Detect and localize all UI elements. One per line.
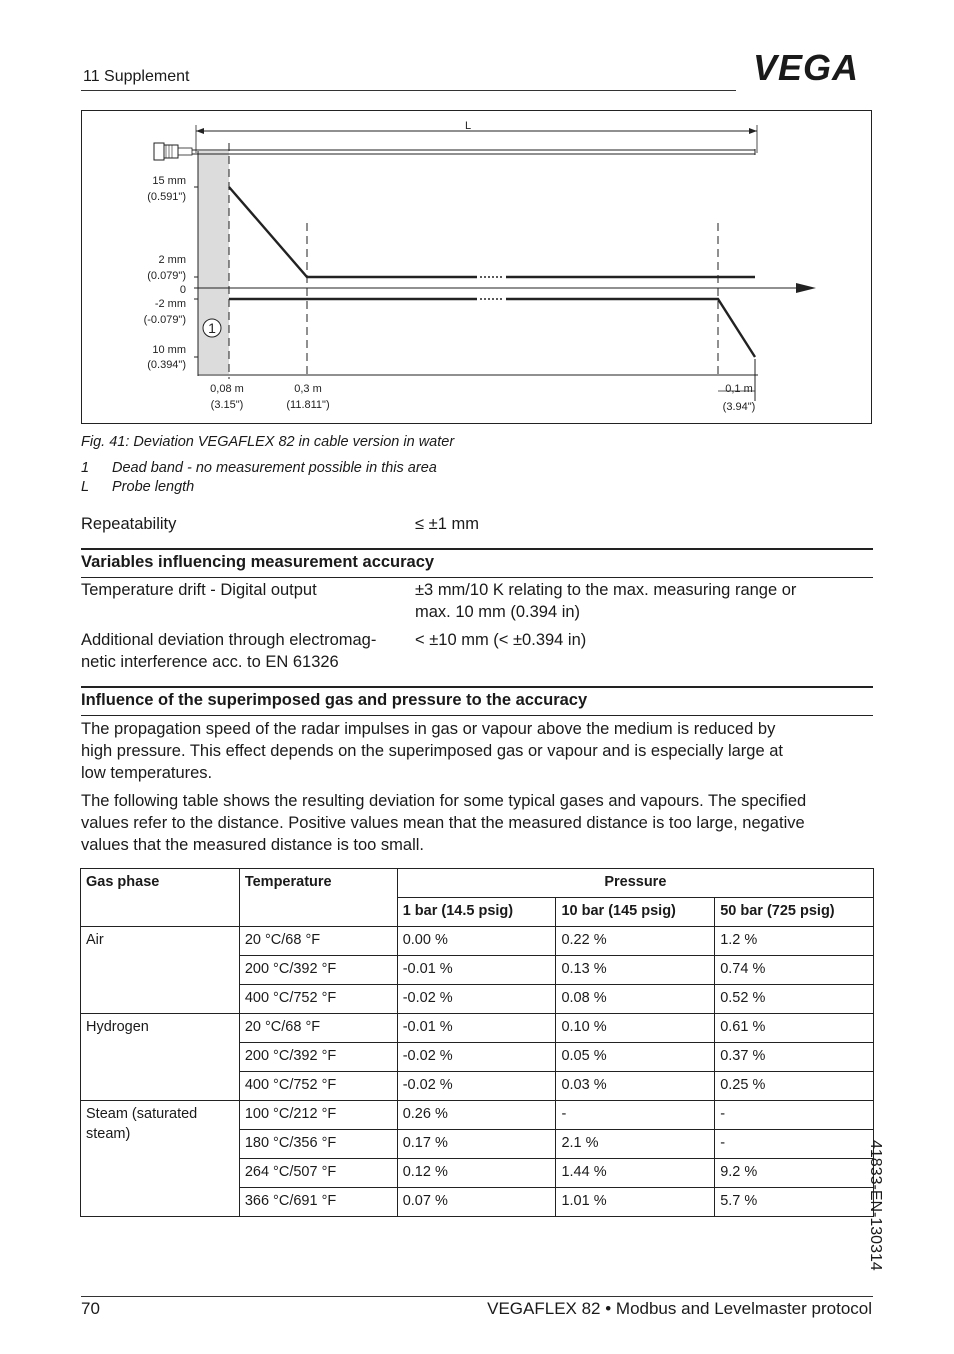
header-rule bbox=[81, 90, 736, 91]
header-1bar: 1 bar (14.5 psig) bbox=[397, 898, 556, 927]
p2-cell: 1.44 % bbox=[556, 1159, 715, 1188]
header-10bar: 10 bar (145 psig) bbox=[556, 898, 715, 927]
legend-text: Probe length bbox=[112, 479, 195, 495]
x-label-03: 0,3 m bbox=[294, 383, 322, 395]
p2-cell: - bbox=[556, 1101, 715, 1130]
series-upper-limit bbox=[229, 187, 477, 277]
p2-cell: 0.13 % bbox=[556, 956, 715, 985]
vega-logo-text: VEGA bbox=[752, 52, 860, 82]
p3-cell: 0.52 % bbox=[715, 985, 874, 1014]
p2-cell: 0.05 % bbox=[556, 1043, 715, 1072]
p2-cell: 2.1 % bbox=[556, 1130, 715, 1159]
temp-cell: 264 °C/507 °F bbox=[239, 1159, 397, 1188]
y-label-15mm-in: (0.591") bbox=[147, 191, 186, 203]
x-label-03-in: (11.811") bbox=[286, 399, 330, 411]
temp-cell: 20 °C/68 °F bbox=[239, 927, 397, 956]
header-gas-phase: Gas phase bbox=[81, 869, 240, 927]
gas-cell: Air bbox=[81, 927, 240, 1014]
emc-deviation-label-line2: netic interference acc. to EN 61326 bbox=[81, 653, 339, 671]
page-number: 70 bbox=[81, 1299, 100, 1318]
temperature-drift-label: Temperature drift - Digital output bbox=[81, 581, 317, 599]
p1-cell: 0.00 % bbox=[397, 927, 556, 956]
temperature-drift-value bbox=[415, 579, 855, 623]
p1-cell: -0.02 % bbox=[397, 985, 556, 1014]
gas-paragraph-2 bbox=[81, 790, 873, 856]
header-50bar: 50 bar (725 psig) bbox=[715, 898, 874, 927]
x-label-01: 0,1 m bbox=[725, 383, 753, 395]
header-temperature: Temperature bbox=[239, 869, 397, 927]
temp-cell: 200 °C/392 °F bbox=[239, 956, 397, 985]
table-header-row bbox=[81, 869, 874, 898]
table-row bbox=[81, 1101, 874, 1130]
p3-cell: 0.25 % bbox=[715, 1072, 874, 1101]
p3-cell: 1.2 % bbox=[715, 927, 874, 956]
para2-line: The following table shows the resulting deviation for some typical gases and vapours. The specified bbox=[81, 792, 807, 810]
p3-cell: - bbox=[715, 1130, 874, 1159]
legend-key: L bbox=[81, 479, 90, 495]
length-arrow-left bbox=[196, 128, 204, 134]
gas-cell-line2: steam) bbox=[86, 1126, 131, 1142]
temp-cell: 400 °C/752 °F bbox=[239, 1072, 397, 1101]
document-id: 41833-EN-130314 bbox=[867, 1140, 884, 1271]
dead-band-area bbox=[198, 151, 229, 374]
y-label-15mm: 15 mm bbox=[152, 175, 186, 187]
deviation-chart bbox=[82, 111, 873, 425]
legend-item bbox=[81, 460, 437, 476]
p1-cell: -0.01 % bbox=[397, 956, 556, 985]
table-row bbox=[81, 927, 874, 956]
temp-cell: 366 °C/691 °F bbox=[239, 1188, 397, 1217]
legend-text: Dead band - no measurement possible in this area bbox=[112, 460, 437, 476]
variables-section-title: Variables influencing measurement accuracy bbox=[81, 548, 873, 578]
y-label-2mm: 2 mm bbox=[158, 254, 186, 266]
p1-cell: -0.02 % bbox=[397, 1043, 556, 1072]
x-label-01-in: (3.94") bbox=[722, 401, 756, 413]
repeatability-value: ≤ ±1 mm bbox=[415, 515, 479, 533]
y-label-minus2mm: -2 mm bbox=[154, 298, 186, 310]
para1-line: high pressure. This effect depends on the superimposed gas or vapour and is especially large at bbox=[81, 742, 783, 760]
y-label-0: 0 bbox=[179, 284, 186, 296]
p3-cell: 9.2 % bbox=[715, 1159, 874, 1188]
temperature-drift-value-line2: max. 10 mm (0.394 in) bbox=[415, 603, 581, 621]
temperature-drift-value-line1: ±3 mm/10 K relating to the max. measuring range or bbox=[415, 581, 797, 599]
footer-title: VEGAFLEX 82 • Modbus and Levelmaster protocol bbox=[487, 1299, 872, 1318]
x-label-008: 0,08 m bbox=[210, 383, 244, 395]
temp-cell: 200 °C/392 °F bbox=[239, 1043, 397, 1072]
p3-cell: - bbox=[715, 1101, 874, 1130]
y-label-2mm-in: (0.079") bbox=[147, 270, 186, 282]
para2-line: values refer to the distance. Positive values mean that the measured distance is too large, negative bbox=[81, 814, 805, 832]
p3-cell: 5.7 % bbox=[715, 1188, 874, 1217]
p2-cell: 0.10 % bbox=[556, 1014, 715, 1043]
para2-line: values that the measured distance is too small. bbox=[81, 836, 425, 854]
section-header: 11 Supplement bbox=[83, 68, 190, 85]
p2-cell: 0.08 % bbox=[556, 985, 715, 1014]
y-label-minus2mm-in: (-0.079") bbox=[143, 314, 186, 326]
length-arrow-right bbox=[749, 128, 757, 134]
p1-cell: -0.01 % bbox=[397, 1014, 556, 1043]
figure-caption: Fig. 41: Deviation VEGAFLEX 82 in cable version in water bbox=[81, 434, 455, 450]
p2-cell: 0.22 % bbox=[556, 927, 715, 956]
footer-rule bbox=[81, 1296, 873, 1297]
gas-cell bbox=[81, 1101, 240, 1217]
temp-cell: 180 °C/356 °F bbox=[239, 1130, 397, 1159]
emc-deviation-label-line1: Additional deviation through electromag- bbox=[81, 631, 377, 649]
x-axis-arrow bbox=[796, 283, 816, 293]
y-label-10mm-in: (0.394") bbox=[147, 359, 186, 371]
p3-cell: 0.61 % bbox=[715, 1014, 874, 1043]
para1-line: The propagation speed of the radar impulses in gas or vapour above the medium is reduced by bbox=[81, 720, 776, 738]
gas-deviation-table bbox=[80, 868, 874, 1217]
dead-band-marker-label: 1 bbox=[208, 320, 216, 336]
table-row bbox=[81, 1014, 874, 1043]
emc-deviation-label bbox=[81, 629, 411, 673]
probe-drawing bbox=[154, 143, 755, 160]
emc-deviation-value: < ±10 mm (< ±0.394 in) bbox=[415, 631, 587, 649]
gas-paragraph-1 bbox=[81, 718, 873, 784]
p2-cell: 1.01 % bbox=[556, 1188, 715, 1217]
legend-key: 1 bbox=[81, 460, 90, 476]
p3-cell: 0.37 % bbox=[715, 1043, 874, 1072]
vega-logo bbox=[740, 52, 872, 82]
gas-section-title: Influence of the superimposed gas and pressure to the accuracy bbox=[81, 686, 873, 716]
p1-cell: -0.02 % bbox=[397, 1072, 556, 1101]
p1-cell: 0.07 % bbox=[397, 1188, 556, 1217]
y-label-10mm: 10 mm bbox=[152, 344, 186, 356]
p2-cell: 0.03 % bbox=[556, 1072, 715, 1101]
temp-cell: 400 °C/752 °F bbox=[239, 985, 397, 1014]
p1-cell: 0.17 % bbox=[397, 1130, 556, 1159]
gas-cell-line1: Steam (saturated bbox=[86, 1106, 198, 1122]
x-label-008-in: (3.15") bbox=[210, 399, 244, 411]
temp-cell: 20 °C/68 °F bbox=[239, 1014, 397, 1043]
header-pressure: Pressure bbox=[397, 869, 873, 898]
gas-cell: Hydrogen bbox=[81, 1014, 240, 1101]
p1-cell: 0.12 % bbox=[397, 1159, 556, 1188]
p3-cell: 0.74 % bbox=[715, 956, 874, 985]
temp-cell: 100 °C/212 °F bbox=[239, 1101, 397, 1130]
length-label: L bbox=[464, 120, 472, 132]
legend-item bbox=[81, 479, 194, 495]
p1-cell: 0.26 % bbox=[397, 1101, 556, 1130]
deviation-figure bbox=[81, 110, 872, 424]
repeatability-label: Repeatability bbox=[81, 515, 177, 533]
para1-line: low temperatures. bbox=[81, 764, 213, 782]
